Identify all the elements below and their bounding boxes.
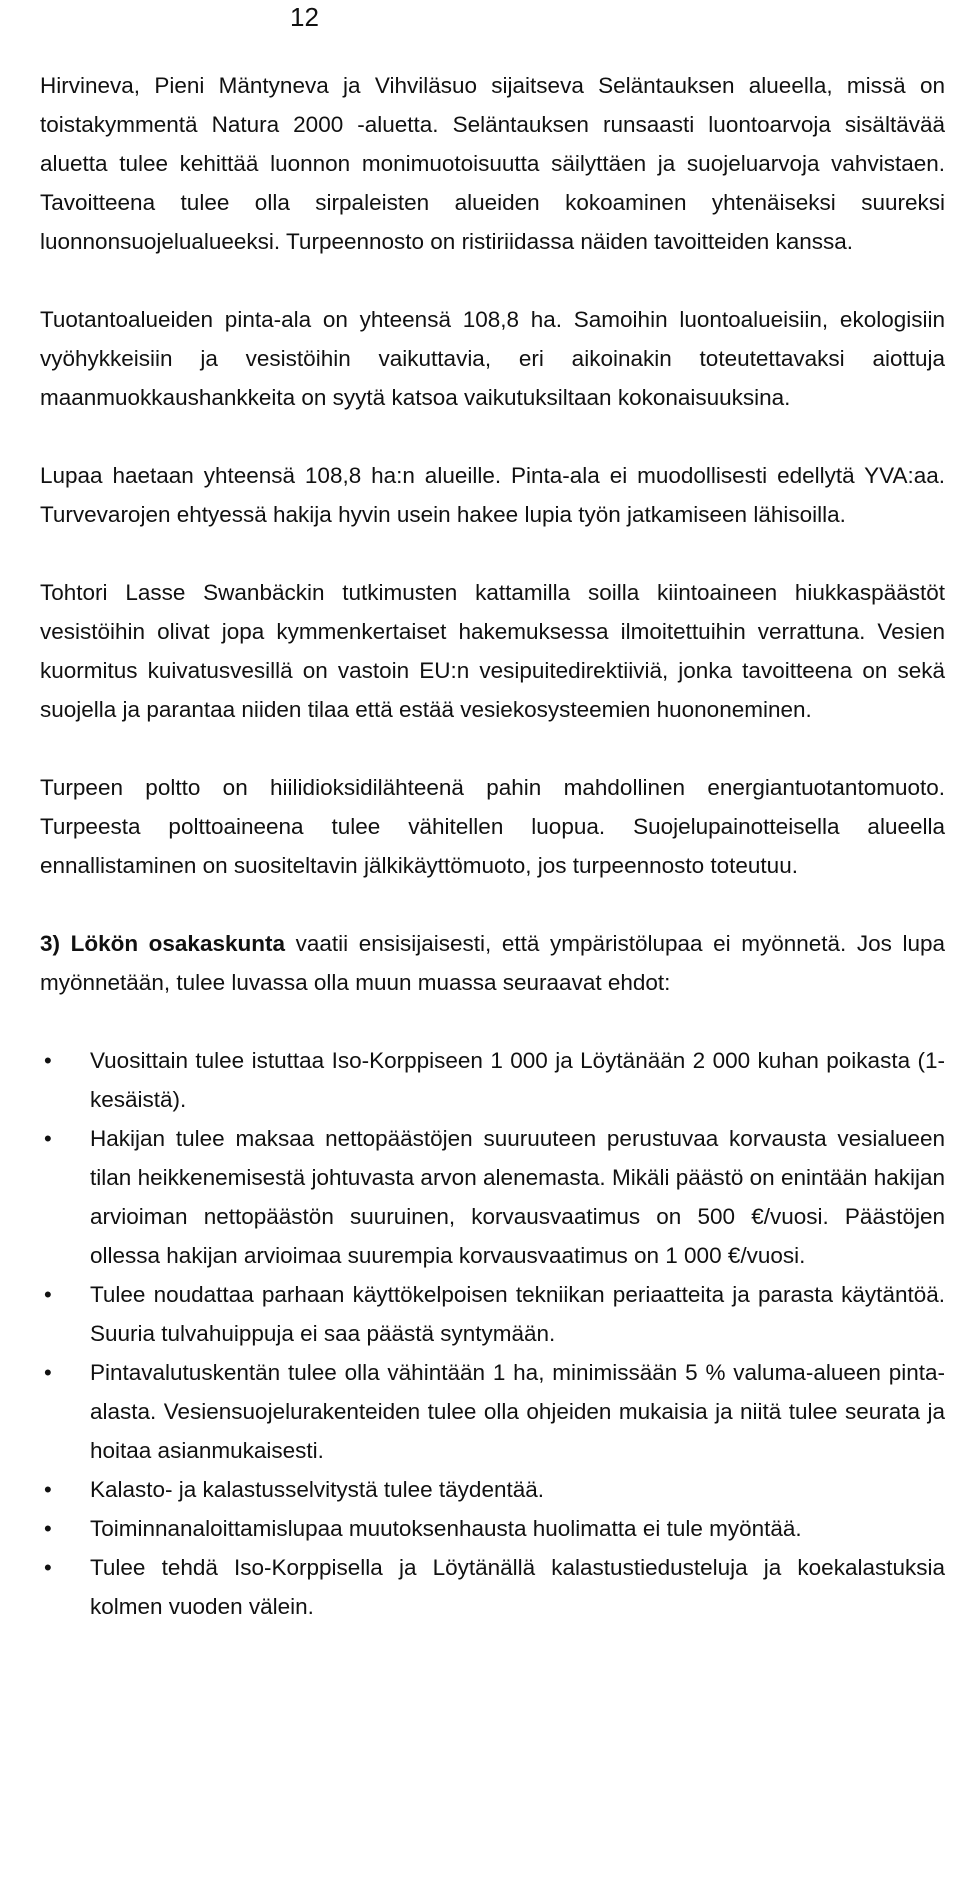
bullet-icon: •	[44, 1477, 52, 1502]
page-number: 12	[290, 2, 319, 32]
section-text: vaatii ensisijaisesti, että ympäristölupaa ei myönnetä. Jos lupa myönnetään, tulee luvassa olla muun muassa seuraavat ehdot:	[40, 931, 945, 995]
list-item-text: Pintavalutuskentän tulee olla vähintään 1 ha, minimissään 5 % valuma-alueen pinta-alasta. Vesiensuojelurakenteiden tulee olla ohjeiden mukaisia ja niitä tulee seurata ja hoitaa asianmukaisesti.	[90, 1360, 945, 1463]
document-body	[40, 66, 945, 1626]
bullet-icon: •	[44, 1360, 52, 1385]
bullet-icon: •	[44, 1555, 52, 1580]
paragraph-natura-areas: Hirvineva, Pieni Mäntyneva ja Vihviläsuo sijaitseva Seläntauksen alueella, missä on toistakymmentä Natura 2000 -aluetta. Seläntauksen runsaasti luontoarvoja sisältävää aluetta tulee kehittää luonnon monimuotoisuutta säilyttäen ja suojeluarvoja vahvistaen. Tavoitteena tulee olla sirpaleisten alueiden kokoaminen yhtenäiseksi suureksi luonnonsuojelualueeksi. Turpeennosto on ristiriidassa näiden tavoitteiden kanssa.	[40, 73, 945, 254]
paragraph-production-areas: Tuotantoalueiden pinta-ala on yhteensä 108,8 ha. Samoihin luontoalueisiin, ekologisiin vyöhykkeisiin ja vesistöihin vaikuttavia, eri aikoinakin toteutettavaksi aiottuja maanmuokkaushankkeita on syytä katsoa vaikutuksiltaan kokonaisuuksina.	[40, 307, 945, 410]
paragraph-research-findings: Tohtori Lasse Swanbäckin tutkimusten kattamilla soilla kiintoaineen hiukkaspäästöt vesistöihin olivat jopa kymmenkertaiset hakemuksessa ilmoitettuihin verrattuna. Vesien kuormitus kuivatusvesillä on vastoin EU:n vesipuitedirektiiviä, jonka tavoitteena on sekä suojella ja parantaa niiden tilaa että estää vesiekosysteemien huononeminen.	[40, 580, 945, 722]
bullet-icon: •	[44, 1282, 52, 1307]
list-item-text: Toiminnanaloittamislupaa muutoksenhausta huolimatta ei tule myöntää.	[90, 1516, 802, 1541]
paragraph-permit-area: Lupaa haetaan yhteensä 108,8 ha:n alueille. Pinta-ala ei muodollisesti edellytä YVA:aa. Turvevarojen ehtyessä hakija hyvin usein hakee lupia työn jatkamiseen lähisoilla.	[40, 463, 945, 527]
section-heading: 3) Lökön osakaskunta	[40, 931, 285, 956]
list-item	[40, 1041, 945, 1119]
section-lokon-osakaskunta	[40, 924, 945, 1002]
list-item-text: Tulee noudattaa parhaan käyttökelpoisen tekniikan periaatteita ja parasta käytäntöä. Suuria tulvahuippuja ei saa päästä syntymään.	[90, 1282, 945, 1346]
list-item-text: Tulee tehdä Iso-Korppisella ja Löytänällä kalastustiedusteluja ja koekalastuksia kolmen vuoden välein.	[90, 1555, 945, 1619]
bullet-icon: •	[44, 1048, 52, 1073]
bullet-icon: •	[44, 1516, 52, 1541]
conditions-list	[40, 1041, 945, 1626]
list-item	[40, 1470, 945, 1509]
bullet-icon: •	[44, 1126, 52, 1151]
list-item	[40, 1548, 945, 1626]
paragraph-peat-burning: Turpeen poltto on hiilidioksidilähteenä pahin mahdollinen energiantuotantomuoto. Turpeesta polttoaineena tulee vähitellen luopua. Suojelupainotteisella alueella ennallistaminen on suositeltavin jälkikäyttömuoto, jos turpeennosto toteutuu.	[40, 775, 945, 878]
list-item	[40, 1353, 945, 1470]
list-item-text: Kalasto- ja kalastusselvitystä tulee täydentää.	[90, 1477, 544, 1502]
list-item	[40, 1275, 945, 1353]
list-item	[40, 1119, 945, 1275]
list-item-text: Vuosittain tulee istuttaa Iso-Korppiseen 1 000 ja Löytänään 2 000 kuhan poikasta (1-kesäistä).	[90, 1048, 945, 1112]
list-item	[40, 1509, 945, 1548]
list-item-text: Hakijan tulee maksaa nettopäästöjen suuruuteen perustuvaa korvausta vesialueen tilan heikkenemisestä johtuvasta arvon alenemasta. Mikäli päästö on enintään hakijan arvioiman nettopäästön suuruinen, korvausvaatimus on 500 €/vuosi. Päästöjen ollessa hakijan arvioimaa suurempia korvausvaatimus on 1 000 €/vuosi.	[90, 1126, 945, 1268]
